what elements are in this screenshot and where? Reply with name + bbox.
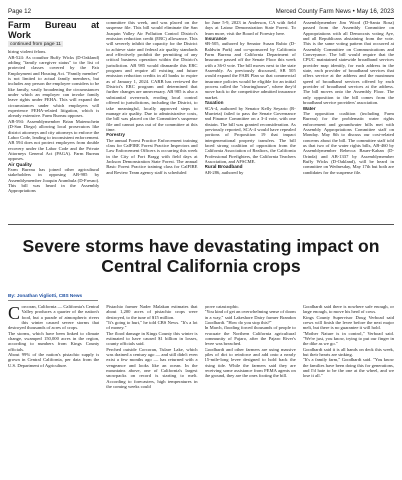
paragraph: The storms, which have been linked to climate change, swamped 150,000 acres in the region, according to numbers from Kings County officials. bbox=[8, 330, 100, 352]
paragraph: About 99% of the nation's pistachio supply is grown in Central California, per data from the U.S. Department of Agriculture. bbox=[8, 352, 100, 368]
paragraph: Goodhardt said there is nowhere safe enough, or large enough, to move his herd of cows. bbox=[302, 304, 394, 315]
publication-line: Merced County Farm News • May 16, 2023 bbox=[275, 7, 394, 15]
story-column-3 bbox=[205, 304, 296, 476]
paragraph: The annual Forest Practice Enforcement training class for CalFIRE Forest Practice Inspectors and Law Enforcement Officers is occurring this week in the City of Fort Bragg with field days at Jackson Demonstration State Forest. The annual Basic Forest Practice training class for CalFIRE and Review Team agency staff is scheduled bbox=[106, 137, 198, 175]
paragraph: "It's a family farm," Goodhardt said. "You know the families have been doing this for generations, and I'd hate to be the one at the wheel, and we lose it all." bbox=[302, 357, 394, 379]
paragraph: Assemblymember Jim Wood (D-Santa Rosa) passed from the Assembly Committee on Appropriations with all Democrats voting Aye, and all Republicans abstaining from the vote. This is the same voting pattern that occurred at Assembly Committee on Communications and Conveyance. The bill would require that the CPUC maintained statewide broadband services provider map identify, for each address in the state, each provider of broadband services that offers service at the address and the maximum speed of broadband services offered by each provider of broadband services at the address. The bill moves onto the Assembly Floor. The only opposition to the bill comes from the broadband service providers' association. bbox=[302, 20, 394, 106]
paragraph: Kings County Supervisor Doug Verboad said crews will finish the levee before the next major melt, but there is no guarantee it will hold. bbox=[302, 314, 394, 331]
story-headline: Severe storms have devastating impact on Central California crops bbox=[22, 236, 380, 276]
paragraph: Perched outside Corcoran, Tulare Lake, which was drained a century ago — and still didn't even exist a few months ago — has returned with a vengeance and looks like an ocean. In the mountains above, one of California's largest snowpacks on record is starting to melt. According to forecasters, high temperatures in the coming weeks could bbox=[106, 346, 198, 390]
subhead-insurance: Insurance bbox=[204, 36, 227, 42]
paragraph: AB-594: Assemblymember Brian Maienschein (D-San Diego) allowing local prosecutors like district attorneys and city attorneys to enforce the Labor Code, leading to inconsistent enforcement. AB 594 does not protect employers from double recovery under the Labor Code and the Private Attorneys General Act (PAGA). Farm Bureau opposes. bbox=[8, 118, 100, 162]
paragraph: hiring violent felons. bbox=[8, 49, 47, 55]
page-number: Page 12 bbox=[8, 7, 32, 15]
paragraph: "Mother Nature is in control," Verboad said. "We're just, you know, trying to put our finger in the dike as we go." bbox=[302, 330, 394, 347]
paragraph: Farm Bureau has joined other agricultural stakeholders in opposing AB-985 by Assemblymember Joaquin Arambula (D-Fresno). This bill was heard in the Assembly Appropriations bbox=[8, 166, 100, 194]
column-1 bbox=[8, 20, 99, 218]
story-body bbox=[8, 304, 394, 476]
paragraph: SB-505, authored by Senator Susan Rubio (D-Baldwin Park) and co-sponsored by California Farm Bureau and California Department of Insurance passed off the Senate Floor this week with a 36-0 vote. The bill moves next to the state Assembly. As previously discussed, SB 505 would expand the FAIR Plan so that commercial insurance policies would be eligible for an initial process called the "clearinghouse", where they'd move back to the competitive admitted insurance market. bbox=[204, 41, 296, 100]
subhead-air-quality: Air Quality bbox=[8, 161, 32, 167]
subhead-taxation: Taxation bbox=[204, 100, 224, 106]
subhead-forestry: Forestry bbox=[106, 132, 126, 138]
story-column-2 bbox=[106, 304, 197, 476]
paragraph: prove catastrophic. bbox=[204, 304, 240, 309]
section-title: Farm Bureau at Work bbox=[8, 20, 100, 40]
paragraph: "You kind of get an overwhelming sense of doom in a way," said Lakeshore Dairy farmer Brandon Goodhardt. "How do you stop this?" bbox=[204, 309, 296, 326]
paragraph: SCA-4, authored by Senator Kelly Seyarto (R-Murrieta) failed to pass the Senate Governance and Finance Committee on a 3-4 vote, with one abstain. The bill was granted reconsideration. As previously reported, SCA-4 would have repealed portions of Proposition 19 that impact intergenerational property transfers. The bill faced strong coalition of opposition from the California Association of Realtors, the California Professional Firefighters, the California Teachers Association, and AFSCME. bbox=[204, 105, 296, 164]
story-column-4 bbox=[303, 304, 394, 476]
paragraph: Goodhardt and other farmers are using massive piles of dirt to reinforce and add onto a nearly 15-mile-long levee designed to hold back the rising tide. While the farmers said they are receiving some assistance from FEMA agents on the ground, they are the ones footing the bill. bbox=[204, 346, 296, 379]
byline-rule bbox=[8, 300, 98, 301]
paragraph: In March, flooding forced thousands of people to evacuate the Northern California agricultural community of Pajaro, after the Pajaro River's levee was breached. bbox=[204, 325, 296, 347]
paragraph: "It's going to hurt," he told CBS News. "It's a lot of money." bbox=[106, 320, 198, 331]
continued-label: continued from page 11 bbox=[10, 41, 62, 47]
column-2 bbox=[106, 20, 197, 218]
paragraph: AB-524: As coauthor Buffy Wicks (D-Oakland) adding "family caregiver status" to the list of protected classes covered by the Fair Employment and Housing Act. "Family member" is not limited to actual family members, but includes any person the employee considers to be like family, vastly broadening the circumstances under which an employer can invoke family leave rights under FEHA. This will expand the circumstances under which employers will experience FEHA-related litigation, which is already extensive. Farm Bureau opposes. bbox=[8, 54, 100, 119]
lead-paragraph-text: orcoran, California — California's Central Valley produces a quarter of the nation's food, but a parade of atmospheric rivers this winter caused severe storms that destroyed thousands of acres of crops. bbox=[8, 304, 100, 331]
paragraph: The opposition coalition (including Farm Bureau) for the problematic water rights enforcement and groundwater bills met with Assembly Appropriations Committee staff on Monday. May 8th to discuss our cost-related concerns about the bill. The committee staff told us that two of the water rights bills, AB-460 by Assemblymember Rebecca Bauer-Kahan (D-Orinda) and AB-1337 by Assemblymember Buffy Wicks (D-Oakland), will be heard in committee on Wednesday, May 17th but both are candidates for the suspense file. bbox=[302, 110, 394, 175]
paragraph: committee this week, and was placed on the suspense file. This bill would eliminate the San Joaquin Valley Air Pollution Control District's emission reduction credit (ERC) allowance. This will severely inhibit the capacity for the District to achieve state and federal air quality standards and effectively prohibit the permitting of any critical business operation within the District's jurisdiction. AB 985 would dismantle this ERC program and require all existing and future emission reduction credits in all banks to expire as of January 1, 2024. CARB has reviewed the District's ERC program and determined that further changes are unnecessary. AB 985 is also a substantial overreach, eroding local control offered to jurisdictions, including the District, to take meaningful, locally approved steps to manage air quality. Due to administrative costs, the bill was placed on the Committee's suspense file and cannot pass out of the committee at this time. bbox=[106, 20, 198, 132]
story-column-1 bbox=[8, 304, 99, 476]
paragraph: The flood damage in Kings County this winter is estimated to have caused $1 billion in losses, county officials said. bbox=[106, 330, 198, 347]
section-divider bbox=[8, 224, 394, 225]
paragraph: Pistachio farmer Nader Malakan estimates that about 1,200 acres of pistachio crops were destroyed, to the tune of $15 million. bbox=[106, 304, 198, 320]
paragraph bbox=[8, 304, 99, 331]
page-header bbox=[8, 4, 394, 19]
column-4 bbox=[303, 20, 394, 218]
subhead-water: Water bbox=[302, 105, 316, 111]
paragraph: for June 5-9, 2023 in Anderson, CA with field days at Latour Demonstration State Forest. To learn more, visit the Board of Forestry here. bbox=[204, 20, 296, 36]
paragraph: Goodhardt said it is all hands on deck this week, but their hearts are sinking. bbox=[302, 346, 394, 358]
column-3 bbox=[205, 20, 296, 218]
drop-cap: C bbox=[8, 304, 21, 323]
subhead-rural-broadband: Rural Broadband bbox=[204, 164, 243, 170]
story-byline: By: Jonathan Vigliotti, CBS News bbox=[8, 293, 83, 298]
paragraph: AB-286, authored by bbox=[204, 169, 244, 175]
farm-bureau-section bbox=[8, 20, 394, 218]
